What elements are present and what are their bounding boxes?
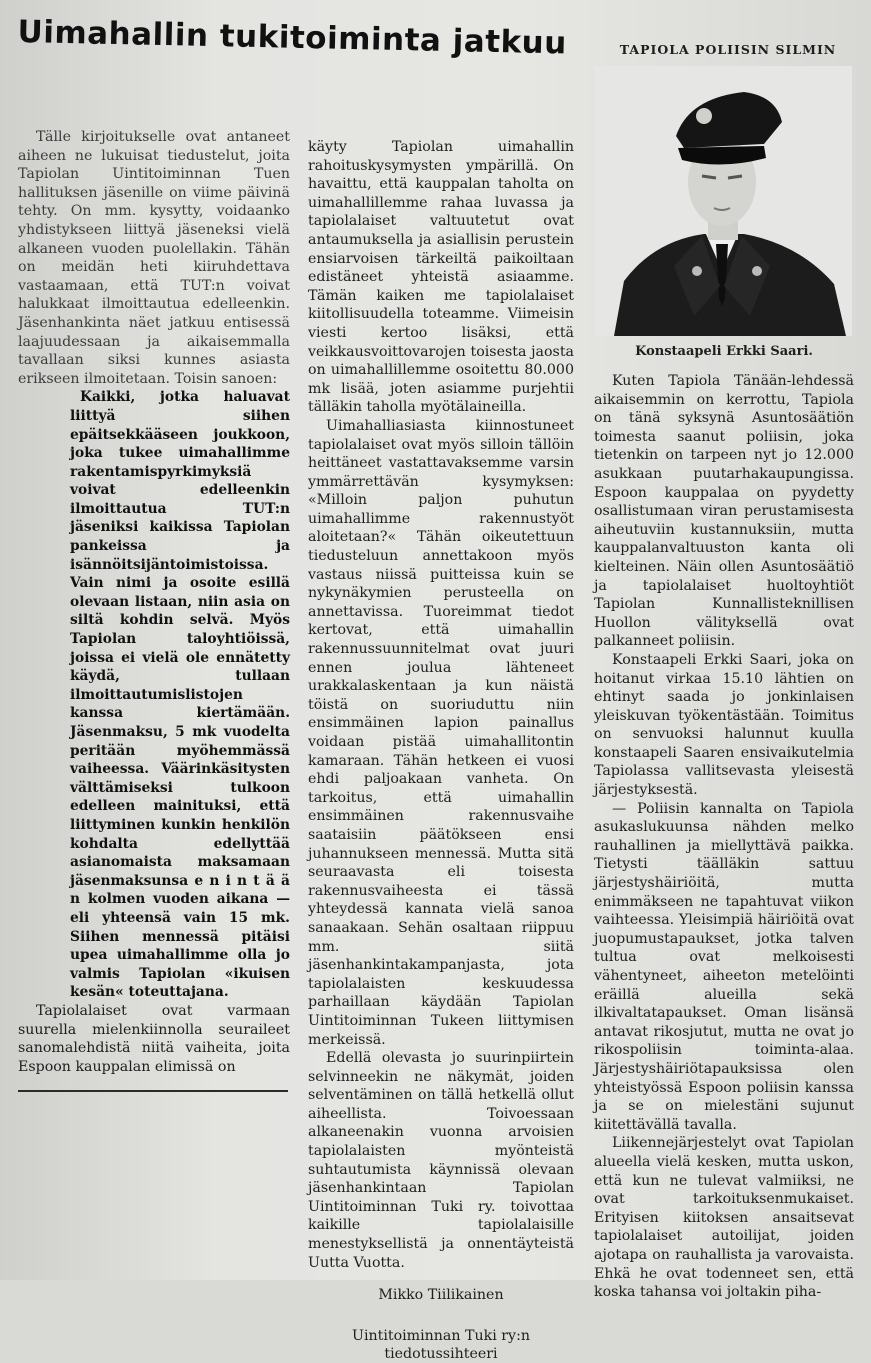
article-column-2	[308, 138, 574, 1363]
photo-caption: Konstaapeli Erkki Saari.	[635, 344, 813, 359]
article-paragraph: käyty Tapiolan uimahallin rahoituskysymysten ympärillä. On havaittu, että kauppalan taholta on uimahallillemme rahaa luvassa ja tapiolalaiset valtuutetut ovat antaumuksella ja asiallisin perustein ensiarvoisen tärkeiltä paikoiltaan edistäneet yhteistä asiaamme. Tämän kaiken me tapiolalaiset kiitollisuudella toteamme. Viimeisin viesti kertoo lisäksi, että veikkausvoittovarojen toisesta jaosta on uimahallillemme osoitettu 80.000 mk lisää, joten asiamme purjehtii tälläkin taholla myötälaineilla.	[308, 139, 574, 416]
article-column-1	[18, 128, 290, 1092]
article-paragraph: Kuten Tapiola Tänään-lehdessä aikaisemmin on kerrottu, Tapiola on tänä syksynä Asuntosäätiön toimesta saanut poliisin, joka tietenkin on tarpeen nyt jo 12.000 asukkaan puutarhakaupungissa. Espoon kauppalaa on pyydetty osallistumaan viran perustamisesta aiheutuviin kustannuksiin, mutta kauppalanvaltuuston kanta oli kielteinen. Näin ollen Asuntosäätiö ja tapiolalaiset huoltoyhtiöt Tapiolan Kunnallisteknillisen Huollon välityksellä ovat palkanneet poliisin.	[594, 373, 854, 650]
article-paragraph: Edellä olevasta jo suurinpiirtein selvinneekin ne näkymät, joiden selventäminen on tällä hetkellä ollut aiheellista. Toivoessaan alkaneenakin vuonna arvoisien tapiolalaisten myönteistä suhtautumista käynnissä olevaan jäsenhankintaan Tapiolan Uintitoiminnan Tuki ry. toivottaa kaikille tapiolalaisille menestyksellistä ja onnentäyteistä Uutta Vuotta.	[308, 1050, 574, 1271]
officer-photo	[594, 66, 852, 336]
article-paragraph: Tapiolalaiset ovat varmaan suurella mielenkiinnolla seuraileet sanomalehdistä niitä vaiheita, joita Espoon kauppalan elimissä on	[18, 1002, 290, 1075]
article-column-3	[594, 372, 854, 1302]
article-paragraph: Konstaapeli Erkki Saari, joka on hoitanut virkaa 15.10 lähtien on ehtinyt saada jo jonkinlaisen yleiskuvan työkentästään. Toimitus on senvuoksi halunnut kuulla konstaapeli Saaren ensivaikutelmia Tapiolassa vallitsevasta yleisestä järjestyksestä.	[594, 651, 854, 799]
police-officer-portrait-icon	[594, 66, 852, 336]
column-divider-rule	[18, 1090, 288, 1092]
author-title-line-1: Uintitoiminnan Tuki ry:n	[352, 1327, 530, 1344]
headline: Uimahallin tukitoiminta jatkuu	[17, 14, 568, 62]
article-paragraph: Uimahalliasiasta kiinnostuneet tapiolalaiset ovat myös silloin tällöin heittäneet vastattavaksemme varsin ymmärrettävän kysymyksen: «Milloin paljon puhutun uimahallimme rakennustyöt aloitetaan?« Tähän oikeutettuun tiedusteluun annettakoon myös vastaus niissä puitteissa kuin se nykynäkymien perusteella on annettavissa. Tuoreimmat tiedot kertovat, että uimahallin rakennussuunnitelmat ovat juuri ennen joulua lähteneet urakkalaskentaan ja kun näistä töistä on suoriuduttu niin ensimmäinen lapion painallus voidaan pistää uimahallitontin kamaraan. Tähän hetkeen ei vuosi ehdi paljoakaan vanheta. On tarkoitus, että uimahallin ensimmäinen rakennusvaihe saataisiin päätökseen ensi juhannukseen mennessä. Mutta sitä seuraavasta eli toisesta rakennusvaiheesta ei tässä yhteydessä kannata vielä sanoa sanaakaan. Sehän osaltaan riippuu mm. siitä jäsenhankintakampanjasta, jota tapiolalaisten keskuudessa parhaillaan käydään Tapiolan Uintitoiminnan Tukeen liittymisen merkeissä.	[308, 417, 574, 1048]
membership-notice-bold: Kaikki, jotka haluavat liittyä siihen epäitsekkääseen joukkoon, joka tukee uimahallimme rakentamispyrkimyksiä voivat edelleenkin ilmoittautua TUT:n jäseniksi kaikissa Tapiolan pankeissa ja isännöitsijäntoimistoissa. Vain nimi ja osoite esillä olevaan listaan, niin asia on siltä kohdin selvä. Myös Tapiolan taloyhtiöissä, joissa ei vielä ole ennätetty käydä, tullaan ilmoittautumislistojen kanssa kiertämään. Jäsenmaksu, 5 mk vuodelta peritään myöhemmässä vaiheessa. Väärinkäsitysten välttämiseksi tulkoon edelleen mainituksi, että liittyminen kunkin henkilön kohdalta edellyttää asianomaista maksamaan jäsenmaksunsa e n i n t ä ä n kolmen vuoden aikana — eli yhteensä vain 15 mk. Siihen mennessä pitäisi upea uimahallimme olla jo valmis Tapiolan «ikuisen kesän« toteuttajana.	[70, 389, 290, 1001]
article-intro-paragraph: Tälle kirjoitukselle ovat antaneet aiheen ne lukuisat tiedustelut, joita Tapiolan Uintitoiminnan Tuen hallituksen jäsenille on viime päivinä tehty. On mm. kysytty, voidaanko yhdistykseen liittyä jäseneksi vielä alkaneen vuoden puolellakin. Tähän on meidän heti kiiruhdettava vastaamaan, että TUT:n voivat halukkaat ilmoittautua edelleenkin. Jäsenhankinta näet jatkuu entisessä laajuudessaan ja aikaisemmalla tavallaan siksi kunnes asiasta erikseen ilmoitetaan. Toisin sanoen:	[18, 129, 290, 387]
section-heading: TAPIOLA POLIISIN SILMIN	[619, 42, 837, 57]
author-title-line-2: tiedotussihteeri	[384, 1345, 498, 1362]
author-name: Mikko Tiilikainen	[378, 1287, 504, 1304]
article-paragraph: Liikennejärjestelyt ovat Tapiolan alueella vielä kesken, mutta uskon, että kun ne tulevat valmiiksi, ne ovat tarkoituksenmukaiset. Erityisen kiitoksen ansaitsevat tapiolalaiset autoilijat, joiden ajotapa on rauhallista ja varovaista. Ehkä he ovat todenneet sen, että koska tahansa voi joltakin piha-	[594, 1135, 854, 1301]
article-paragraph: — Poliisin kannalta on Tapiola asukaslukuunsa nähden melko rauhallinen ja miellyttävä paikka. Tietysti täälläkin sattuu järjestyshäiriöitä, mutta enimmäkseen ne tapahtuvat viikon vaihteessa. Yleisimpiä häiriöitä ovat juopumustapaukset, jotka talven tultua ovat melkoisesti vähentyneet, aiheeton metelöinti eräillä alueilla sekä ilkivaltatapaukset. Oman lisänsä antavat rikosjutut, mutta ne ovat jo rikospoliisin toiminta-alaa. Järjestyshäiriötapauksissa olen yhteistyössä Espoon poliisin kanssa ja se on mielestäni sujunut kiitettävällä tavalla.	[594, 800, 854, 1133]
